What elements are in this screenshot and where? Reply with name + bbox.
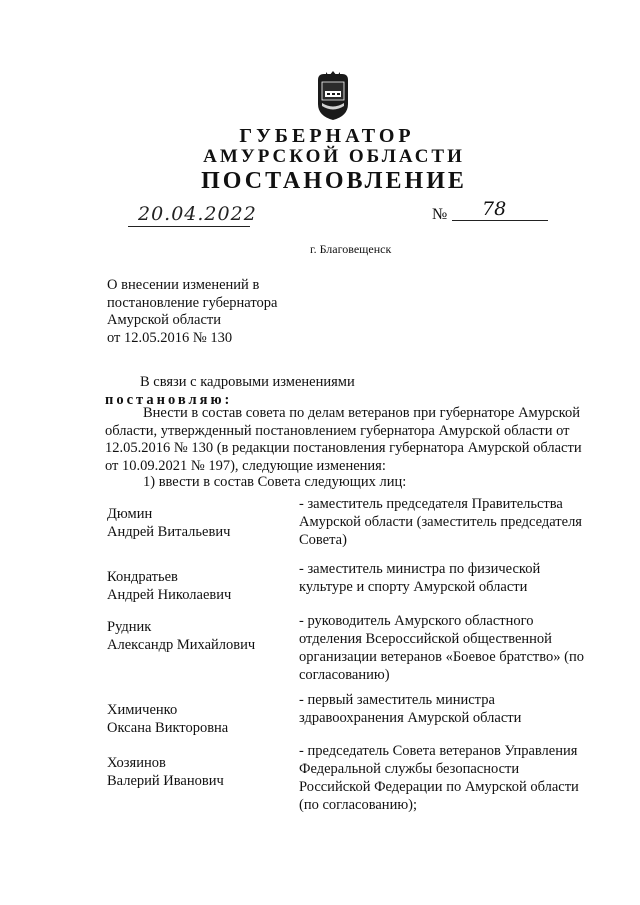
city-name: г. Благовещенск — [310, 242, 392, 256]
coat-of-arms-emblem — [314, 70, 352, 122]
subject-line: от 12.05.2016 № 130 — [107, 329, 233, 346]
main-line: 12.05.2016 № 130 (в редакции постановления губернатора Амурской области — [105, 440, 582, 456]
date-underline — [128, 226, 250, 227]
role-line: культуре и спорту Амурской области — [299, 579, 528, 595]
decree-word: постановляю: — [105, 392, 233, 408]
cause-paragraph: В связи с кадровыми изменениями — [140, 374, 355, 390]
handwritten-date: 20.04.2022 — [138, 203, 257, 225]
role-line: Амурской области (заместитель председателя — [299, 514, 582, 530]
role-line: - заместитель председателя Правительства — [299, 496, 563, 512]
person-role — [299, 742, 587, 814]
subject-line: постановление губернатора — [107, 294, 278, 311]
person-name — [107, 568, 231, 604]
role-line: - заместитель министра по физической — [299, 561, 541, 577]
person-surname: Кондратьев — [107, 569, 178, 585]
person-name — [107, 701, 228, 737]
person-surname: Хозяинов — [107, 755, 166, 771]
role-line: (по согласованию); — [299, 797, 418, 813]
subject-line: Амурской области — [107, 312, 221, 328]
person-surname: Химиченко — [107, 702, 178, 718]
person-role — [299, 495, 587, 549]
person-name — [107, 754, 224, 790]
role-line: согласованию) — [299, 667, 390, 683]
main-line: от 10.09.2021 № 197), следующие изменения: — [105, 457, 386, 474]
person-given-name: Андрей Николаевич — [107, 587, 232, 603]
person-name — [107, 618, 255, 654]
document-subject — [107, 277, 277, 347]
person-role — [299, 691, 587, 727]
person-name — [107, 505, 230, 541]
document-type: ПОСТАНОВЛЕНИЕ — [201, 168, 467, 194]
role-line: - председатель Совета ветеранов Управления — [299, 743, 578, 759]
number-underline — [452, 220, 548, 221]
person-role — [299, 612, 587, 684]
person-surname: Дюмин — [107, 506, 153, 522]
main-line: Внести в состав совета по делам ветеранов при губернаторе Амурской — [143, 405, 580, 421]
person-given-name: Оксана Викторовна — [107, 720, 229, 736]
role-line: - первый заместитель министра — [299, 692, 495, 708]
header-region: АМУРСКОЙ ОБЛАСТИ — [203, 146, 465, 167]
person-given-name: Андрей Витальевич — [107, 524, 231, 540]
person-role — [299, 560, 587, 596]
role-line: здравоохранения Амурской области — [299, 710, 522, 726]
role-line: - руководитель Амурского областного — [299, 613, 534, 629]
role-line: отделения Всероссийской общественной — [299, 631, 552, 647]
handwritten-number: 78 — [482, 198, 507, 220]
main-paragraph — [105, 405, 585, 475]
person-given-name: Александр Михайлович — [107, 637, 256, 653]
item-1: 1) ввести в состав Совета следующих лиц: — [143, 474, 407, 490]
person-given-name: Валерий Иванович — [107, 773, 224, 789]
subject-line: О внесении изменений в — [107, 277, 260, 293]
person-surname: Рудник — [107, 619, 152, 635]
role-line: Российской Федерации по Амурской области — [299, 779, 579, 795]
role-line: Федеральной службы безопасности — [299, 761, 520, 777]
main-line: области, утвержденный постановлением губернатора Амурской области от — [105, 422, 570, 439]
role-line: Совета) — [299, 532, 347, 548]
role-line: организации ветеранов «Боевое братство» (по — [299, 649, 584, 665]
header-governor: ГУБЕРНАТОР — [239, 125, 415, 147]
number-label: № — [432, 206, 448, 223]
